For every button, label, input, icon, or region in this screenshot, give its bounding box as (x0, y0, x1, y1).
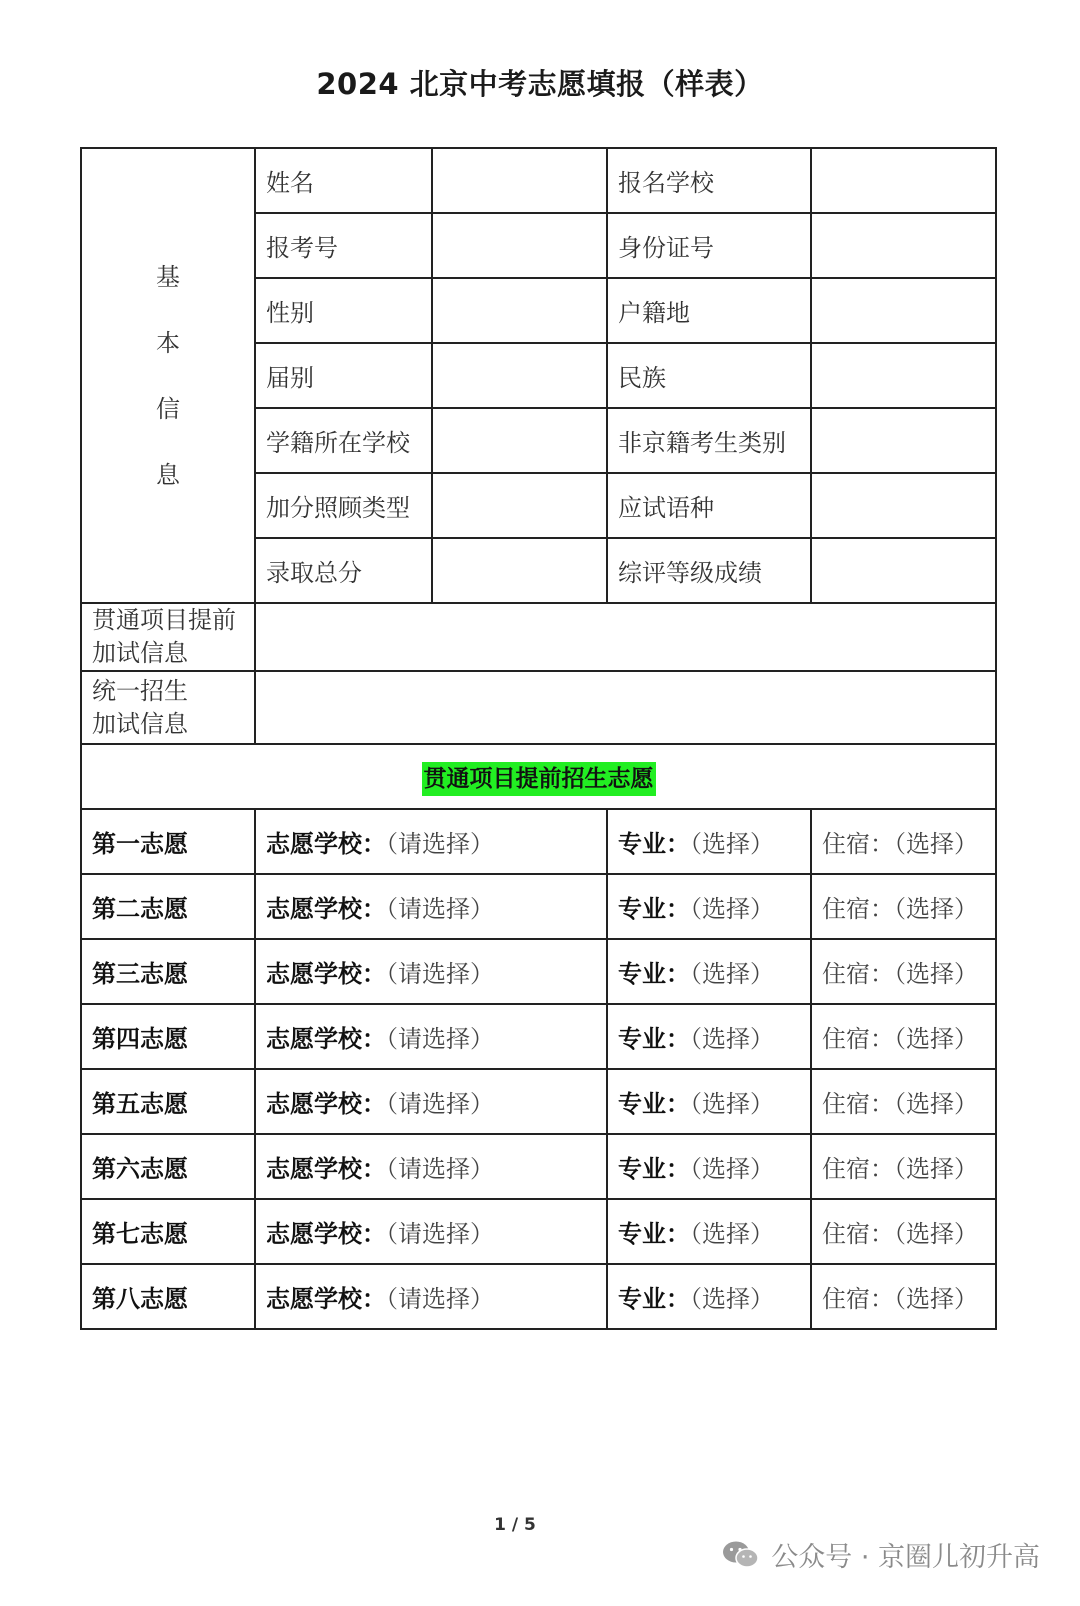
school-select[interactable]: （请选择） (386, 1155, 494, 1183)
wish-row (81, 1199, 996, 1264)
wish-major-cell[interactable] (607, 1199, 811, 1264)
application-form-table (80, 147, 997, 1330)
info-row (81, 148, 996, 213)
school-label: 志愿学校： (266, 960, 386, 988)
field-label: 性别 (255, 278, 432, 343)
extra-label-line: 统一招生 (92, 676, 188, 705)
field-label: 报考号 (255, 213, 432, 278)
wish-dorm-cell[interactable] (811, 1069, 996, 1134)
field-label: 应试语种 (607, 473, 811, 538)
major-select[interactable]: （选择） (690, 1025, 774, 1053)
major-select[interactable]: （选择） (690, 960, 774, 988)
field-label: 姓名 (255, 148, 432, 213)
field-value[interactable] (811, 213, 996, 278)
wish-major-cell[interactable] (607, 939, 811, 1004)
field-label: 户籍地 (607, 278, 811, 343)
wish-row (81, 809, 996, 874)
wish-school-cell[interactable] (255, 1004, 607, 1069)
school-select[interactable]: （请选择） (386, 1090, 494, 1118)
watermark (721, 1535, 1040, 1574)
extra-label-unified (81, 671, 255, 744)
wish-row (81, 1004, 996, 1069)
wish-major-cell[interactable] (607, 809, 811, 874)
school-label: 志愿学校： (266, 1285, 386, 1313)
wish-major-cell[interactable] (607, 1134, 811, 1199)
wish-dorm-cell[interactable] (811, 874, 996, 939)
field-label: 民族 (607, 343, 811, 408)
school-label: 志愿学校： (266, 1090, 386, 1118)
wish-major-cell[interactable] (607, 1069, 811, 1134)
school-select[interactable]: （请选择） (386, 1220, 494, 1248)
field-value[interactable] (432, 343, 607, 408)
extra-info-row (81, 671, 996, 744)
dorm-label: 住宿： (822, 1285, 894, 1313)
dorm-label: 住宿： (822, 1090, 894, 1118)
school-label: 志愿学校： (266, 1025, 386, 1053)
major-select[interactable]: （选择） (690, 1220, 774, 1248)
basic-info-section-label (81, 148, 255, 603)
wish-rank-label: 第七志愿 (92, 1220, 188, 1248)
school-label: 志愿学校： (266, 830, 386, 858)
field-value[interactable] (432, 538, 607, 603)
school-select[interactable]: （请选择） (386, 960, 494, 988)
major-label: 专业： (618, 1155, 690, 1183)
major-label: 专业： (618, 1285, 690, 1313)
wish-rank-label: 第三志愿 (92, 960, 188, 988)
major-label: 专业： (618, 1090, 690, 1118)
wish-major-cell[interactable] (607, 874, 811, 939)
field-value[interactable] (432, 213, 607, 278)
wish-major-cell[interactable] (607, 1004, 811, 1069)
section-char: 信 (156, 394, 180, 423)
major-label: 专业： (618, 830, 690, 858)
field-label: 加分照顾类型 (255, 473, 432, 538)
wish-header-row (81, 744, 996, 809)
wish-dorm-cell[interactable] (811, 809, 996, 874)
extra-label-line: 加试信息 (92, 709, 188, 738)
extra-info-row (81, 603, 996, 671)
wish-row (81, 1134, 996, 1199)
dorm-label: 住宿： (822, 960, 894, 988)
school-label: 志愿学校： (266, 1220, 386, 1248)
wish-dorm-cell[interactable] (811, 1004, 996, 1069)
wish-dorm-cell[interactable] (811, 1134, 996, 1199)
major-select[interactable]: （选择） (690, 1090, 774, 1118)
field-label: 届别 (255, 343, 432, 408)
dorm-select[interactable]: （选择） (894, 1220, 978, 1248)
wish-section-heading: 贯通项目提前招生志愿 (422, 762, 656, 796)
school-label: 志愿学校： (266, 895, 386, 923)
wish-school-cell[interactable] (255, 1134, 607, 1199)
wish-rank (81, 809, 255, 874)
dorm-select[interactable]: （选择） (894, 960, 978, 988)
dorm-label: 住宿： (822, 1025, 894, 1053)
school-select[interactable]: （请选择） (386, 1025, 494, 1053)
watermark-text: 公众号 · 京圈儿初升高 (771, 1542, 1040, 1573)
field-value[interactable] (811, 538, 996, 603)
wish-rank (81, 1264, 255, 1329)
school-label: 志愿学校： (266, 1155, 386, 1183)
dorm-select[interactable]: （选择） (894, 1155, 978, 1183)
field-label: 学籍所在学校 (255, 408, 432, 473)
field-value[interactable] (811, 148, 996, 213)
wish-row (81, 874, 996, 939)
wish-rank-label: 第四志愿 (92, 1025, 188, 1053)
dorm-label: 住宿： (822, 895, 894, 923)
dorm-select[interactable]: （选择） (894, 895, 978, 923)
wish-rank (81, 1134, 255, 1199)
field-value[interactable] (432, 408, 607, 473)
field-label: 综评等级成绩 (607, 538, 811, 603)
section-char: 基 (156, 262, 180, 291)
wish-row (81, 1264, 996, 1329)
wish-header-cell (81, 744, 996, 809)
dorm-select[interactable]: （选择） (894, 1285, 978, 1313)
major-label: 专业： (618, 1025, 690, 1053)
wish-school-cell[interactable] (255, 1199, 607, 1264)
wish-rank (81, 874, 255, 939)
wish-rank-label: 第八志愿 (92, 1285, 188, 1313)
dorm-select[interactable]: （选择） (894, 830, 978, 858)
wish-rank (81, 1004, 255, 1069)
field-value[interactable] (432, 148, 607, 213)
wish-rank-label: 第二志愿 (92, 895, 188, 923)
school-select[interactable]: （请选择） (386, 895, 494, 923)
field-value[interactable] (811, 278, 996, 343)
school-select[interactable]: （请选择） (386, 830, 494, 858)
wish-rank (81, 1069, 255, 1134)
wish-dorm-cell[interactable] (811, 1199, 996, 1264)
extra-label-guantong (81, 603, 255, 671)
form-body (81, 148, 996, 1329)
wish-school-cell[interactable] (255, 809, 607, 874)
major-label: 专业： (618, 1220, 690, 1248)
field-value[interactable] (811, 343, 996, 408)
wish-rank-label: 第五志愿 (92, 1090, 188, 1118)
dorm-label: 住宿： (822, 1155, 894, 1183)
extra-value-unified[interactable] (255, 671, 996, 744)
dorm-select[interactable]: （选择） (894, 1025, 978, 1053)
major-select[interactable]: （选择） (690, 830, 774, 858)
wish-rank (81, 939, 255, 1004)
section-char: 本 (156, 328, 180, 357)
field-label: 录取总分 (255, 538, 432, 603)
dorm-select[interactable]: （选择） (894, 1090, 978, 1118)
wish-dorm-cell[interactable] (811, 939, 996, 1004)
dorm-label: 住宿： (822, 830, 894, 858)
field-value[interactable] (811, 473, 996, 538)
major-label: 专业： (618, 960, 690, 988)
extra-value-guantong[interactable] (255, 603, 996, 671)
field-label: 非京籍考生类别 (607, 408, 811, 473)
major-select[interactable]: （选择） (690, 895, 774, 923)
field-value[interactable] (432, 473, 607, 538)
wish-school-cell[interactable] (255, 939, 607, 1004)
section-char: 息 (156, 460, 180, 489)
extra-label-line: 加试信息 (92, 639, 188, 667)
dorm-label: 住宿： (822, 1220, 894, 1248)
field-label: 报名学校 (607, 148, 811, 213)
field-label: 身份证号 (607, 213, 811, 278)
wish-row (81, 1069, 996, 1134)
major-label: 专业： (618, 895, 690, 923)
major-select[interactable]: （选择） (690, 1285, 774, 1313)
wish-major-cell[interactable] (607, 1264, 811, 1329)
major-select[interactable]: （选择） (690, 1155, 774, 1183)
wish-school-cell[interactable] (255, 1264, 607, 1329)
wish-school-cell[interactable] (255, 874, 607, 939)
wechat-icon (721, 1539, 761, 1571)
wish-dorm-cell[interactable] (811, 1264, 996, 1329)
page-indicator: 1 / 5 (494, 1515, 536, 1535)
field-value[interactable] (432, 278, 607, 343)
page-title: 2024 北京中考志愿填报（样表） (316, 67, 764, 101)
school-select[interactable]: （请选择） (386, 1285, 494, 1313)
wish-row (81, 939, 996, 1004)
wish-rank-label: 第一志愿 (92, 830, 188, 858)
extra-label-line: 贯通项目提前 (92, 606, 236, 634)
wish-rank (81, 1199, 255, 1264)
wish-school-cell[interactable] (255, 1069, 607, 1134)
wish-rank-label: 第六志愿 (92, 1155, 188, 1183)
field-value[interactable] (811, 408, 996, 473)
